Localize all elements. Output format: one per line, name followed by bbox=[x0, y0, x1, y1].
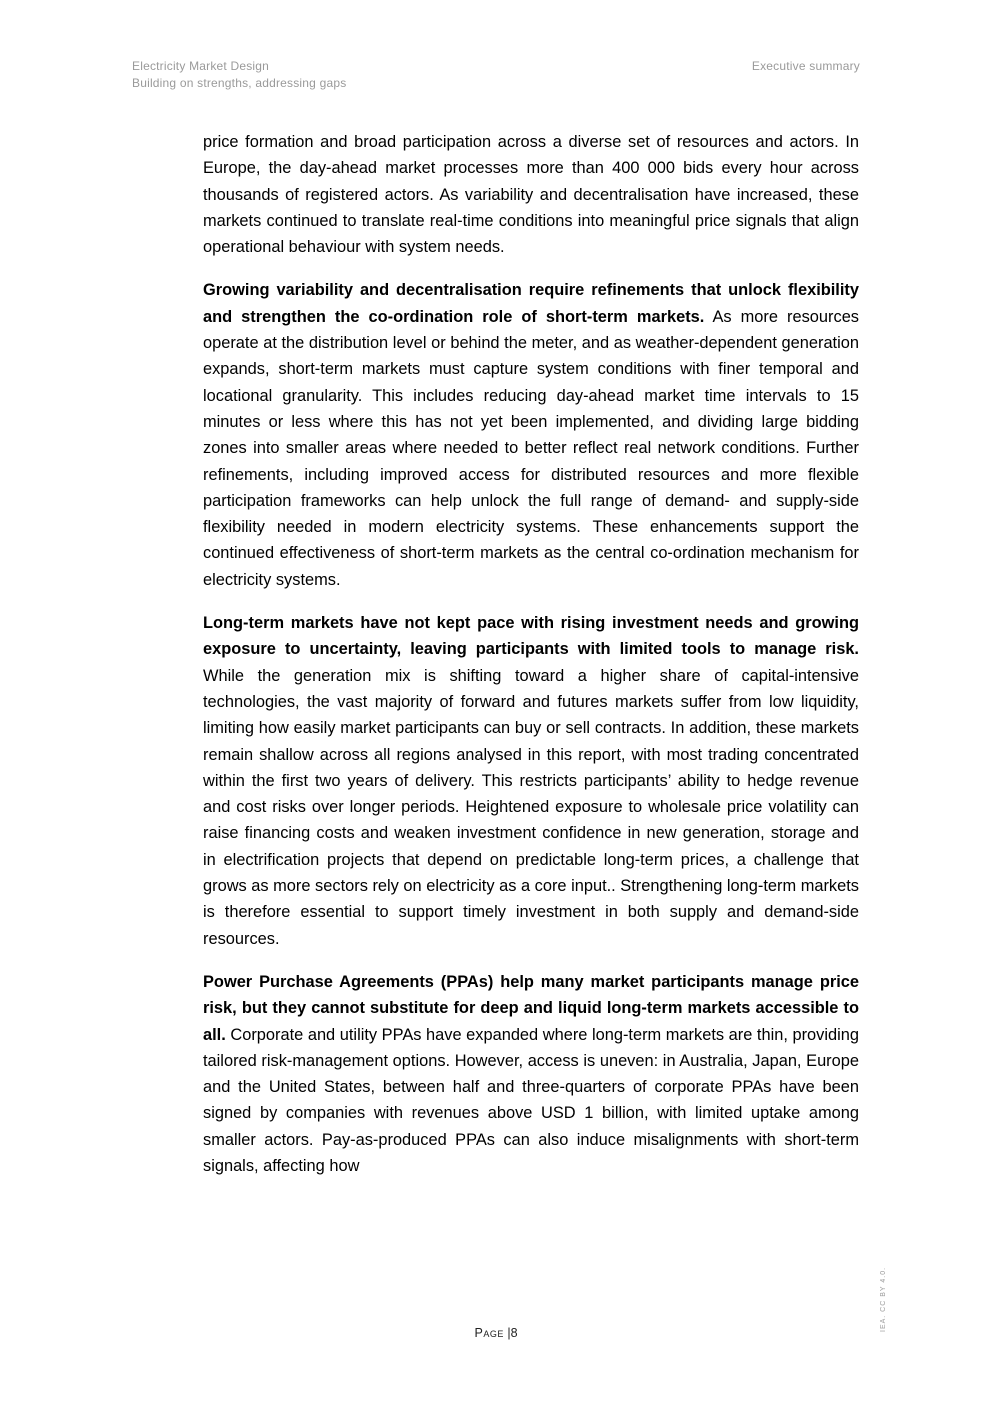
license-note: IEA. CC BY 4.0. bbox=[880, 1266, 887, 1332]
running-header-left bbox=[132, 58, 346, 92]
section-title: Executive summary bbox=[751, 59, 860, 73]
paragraph-text: price formation and broad participation across a diverse set of resources and actors. In Europe, the day-ahead market processes more than 400 000 bids every hour across thousands of registered actors. As variability and decentralisation have increased, these markets continued to translate real-time conditions into meaningful price signals that align operational behaviour with system needs. bbox=[203, 133, 859, 257]
body-text bbox=[203, 129, 859, 1196]
paragraph-lead: Long-term markets have not kept pace with rising investment needs and growing exposure to uncertainty, leaving participants with limited tools to manage risk. bbox=[203, 614, 859, 659]
paragraph-lead: Growing variability and decentralisation require refinements that unlock flexibility and strengthen the co-ordination role of short-term markets. bbox=[203, 281, 859, 326]
document-subtitle: Building on strengths, addressing gaps bbox=[132, 76, 347, 90]
paragraph-text: Corporate and utility PPAs have expanded where long-term markets are thin, providing tailored risk-management options. However, access is uneven: in Australia, Japan, Europe and the United States, between half and three-quarters of corporate PPAs have been signed by companies with revenues above USD 1 billion, with limited uptake among smaller actors. Pay-as-produced PPAs can also induce misalignments with short-term signals, affecting how bbox=[203, 1025, 859, 1175]
paragraph bbox=[203, 277, 859, 593]
paragraph-text: As more resources operate at the distribution level or behind the meter, and as weather-dependent generation expands, short-term markets must capture system conditions with finer temporal and locational granularity. This includes reducing day-ahead market time intervals to 15 minutes or less where this has not yet been implemented, and dividing large bidding zones into smaller areas where needed to better reflect real network conditions. Further refinements, including improved access for distributed resources and more flexible participation frameworks can help unlock the full range of demand- and supply-side flexibility needed in modern electricity systems. These enhancements support the continued effectiveness of short-term markets as the central co-ordination mechanism for electricity systems. bbox=[203, 307, 859, 589]
page-footer bbox=[0, 1326, 992, 1340]
page-number: 8 bbox=[510, 1326, 518, 1340]
paragraph bbox=[203, 969, 859, 1179]
page-label: Page bbox=[474, 1326, 504, 1340]
paragraph-text: While the generation mix is shifting toward a higher share of capital-intensive technologies, the vast majority of forward and futures markets suffer from low liquidity, limiting how easily market participants can buy or sell contracts. In addition, these markets remain shallow across all regions analysed in this report, with most trading concentrated within the first two years of delivery. This restricts participants’ ability to hedge revenue and cost risks over longer periods. Heightened exposure to wholesale price volatility can raise financing costs and weaken investment confidence in new generation, storage and in electrification projects that depend on predictable long-term prices, a challenge that grows as more sectors rely on electricity as a core input.. Strengthening long-term markets is therefore essential to support timely investment in both supply and demand-side resources. bbox=[203, 666, 859, 948]
page-separator: | bbox=[507, 1326, 511, 1340]
paragraph bbox=[203, 129, 859, 260]
paragraph-lead: Power Purchase Agreements (PPAs) help many market participants manage price risk, but they cannot substitute for deep and liquid long-term markets accessible to all. bbox=[203, 972, 859, 1044]
paragraph bbox=[203, 610, 859, 952]
document-title: Electricity Market Design bbox=[132, 59, 270, 73]
